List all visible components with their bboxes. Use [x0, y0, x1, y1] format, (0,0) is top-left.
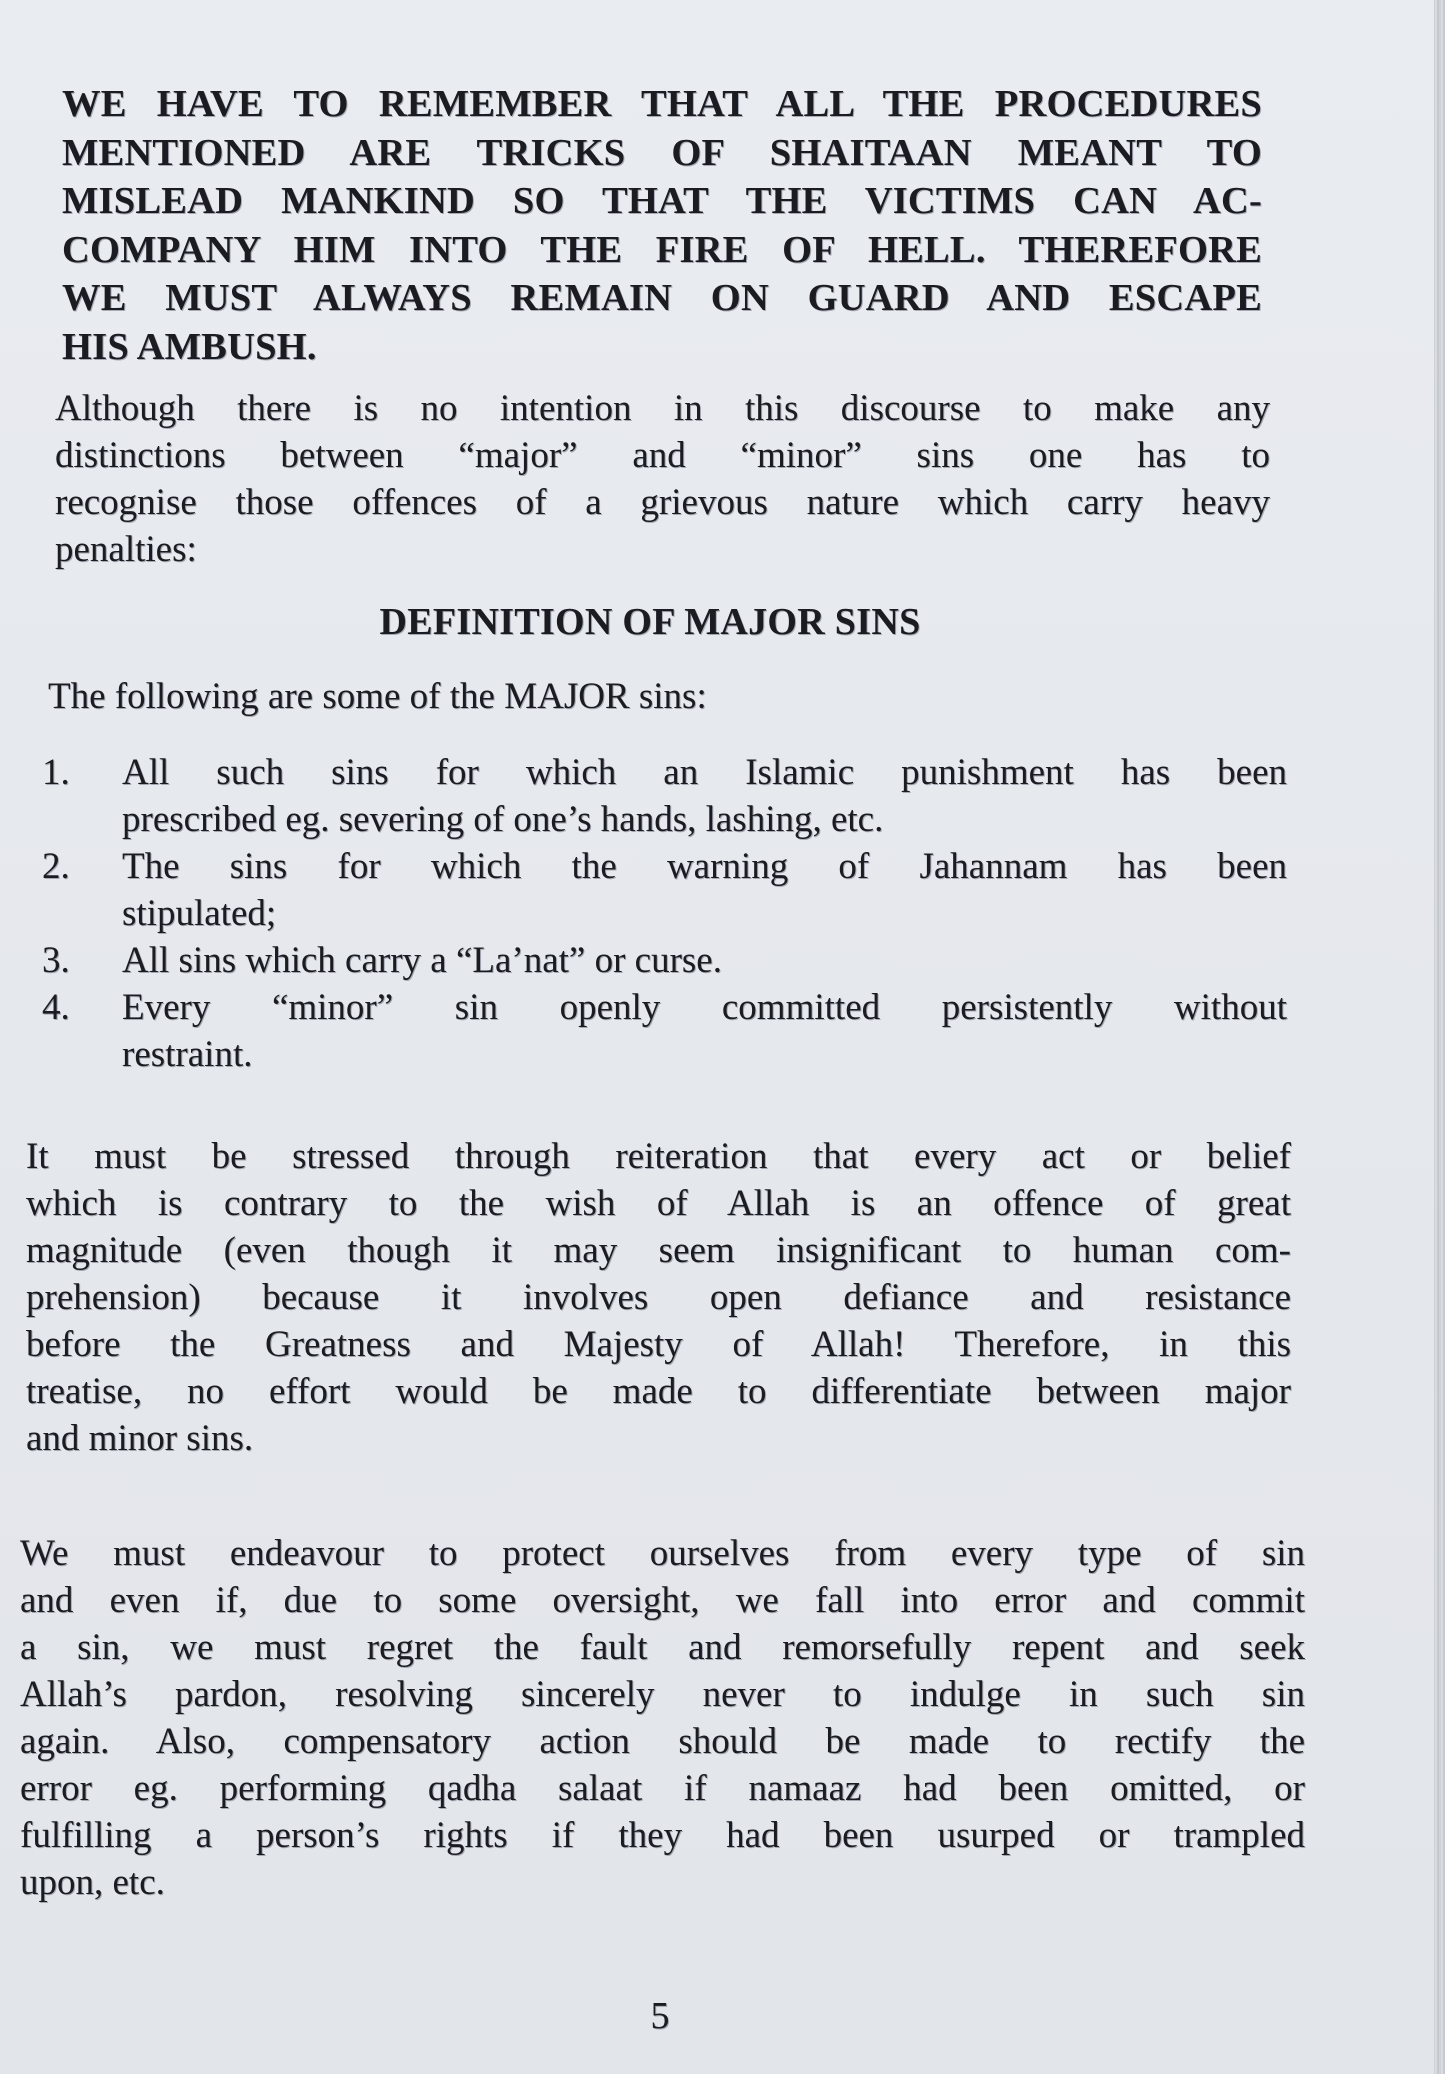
- paragraph-distinctions: [55, 385, 1270, 573]
- text-line: prehension) because it involves open defiance and resistance: [26, 1277, 1291, 1318]
- text-line: COMPANY HIM INTO THE FIRE OF HELL. THEREFORE: [62, 228, 1262, 271]
- list-item: [42, 749, 1287, 843]
- text-line: recognise those offences of a grievous nature which carry heavy: [55, 482, 1270, 523]
- page-edge: [1434, 0, 1445, 2074]
- list-number: 4.: [42, 987, 70, 1028]
- paragraph-reiteration: [26, 1133, 1291, 1462]
- section-heading: DEFINITION OF MAJOR SINS: [379, 601, 921, 643]
- text-line: treatise, no effort would be made to differentiate between major: [26, 1371, 1291, 1412]
- text-line: and minor sins.: [26, 1418, 254, 1459]
- text-line: WE MUST ALWAYS REMAIN ON GUARD AND ESCAPE: [62, 277, 1262, 319]
- text-line: prescribed eg. severing of one’s hands, lashing, etc.: [122, 799, 884, 840]
- list-item: [42, 843, 1287, 937]
- text-line: stipulated;: [122, 893, 277, 934]
- text-line: HIS AMBUSH.: [62, 325, 317, 368]
- text-line: Every “minor” sin openly committed persistently without: [122, 987, 1287, 1028]
- text-line: which is contrary to the wish of Allah is an offence of great: [26, 1183, 1291, 1224]
- list-number: 1.: [42, 752, 70, 793]
- text-line: The following are some of the MAJOR sins:: [48, 676, 707, 717]
- text-line: We must endeavour to protect ourselves from every type of sin: [20, 1533, 1305, 1574]
- text-line: a sin, we must regret the fault and remorsefully repent and seek: [20, 1627, 1305, 1668]
- list-item: [42, 984, 1287, 1078]
- text-line: error eg. performing qadha salaat if namaaz had been omitted, or: [20, 1768, 1305, 1809]
- text-line: It must be stressed through reiteration that every act or belief: [26, 1136, 1291, 1177]
- text-line: distinctions between “major” and “minor” sins one has to: [55, 435, 1270, 476]
- text-line: WE HAVE TO REMEMBER THAT ALL THE PROCEDURES: [62, 83, 1262, 125]
- list-number: 3.: [42, 940, 70, 981]
- major-sins-list: [42, 749, 1287, 1078]
- text-line: MISLEAD MANKIND SO THAT THE VICTIMS CAN AC-: [62, 180, 1262, 222]
- text-line: magnitude (even though it may seem insignificant to human com-: [26, 1230, 1291, 1271]
- page-number: 5: [650, 1995, 670, 2037]
- list-item: [42, 937, 1287, 984]
- list-intro: [48, 673, 1048, 720]
- text-line: Although there is no intention in this discourse to make any: [55, 388, 1270, 429]
- text-line: again. Also, compensatory action should be made to rectify the: [20, 1721, 1305, 1762]
- caps-warning-paragraph: [62, 80, 1262, 371]
- text-line: restraint.: [122, 1034, 253, 1075]
- text-line: upon, etc.: [20, 1862, 165, 1903]
- paragraph-repentance: [20, 1530, 1305, 1906]
- text-line: fulfilling a person’s rights if they had been usurped or trampled: [20, 1815, 1305, 1856]
- text-line: MENTIONED ARE TRICKS OF SHAITAAN MEANT TO: [62, 131, 1262, 174]
- text-line: before the Greatness and Majesty of Allah! Therefore, in this: [26, 1324, 1291, 1365]
- text-line: All sins which carry a “La’nat” or curse.: [122, 940, 722, 981]
- text-line: and even if, due to some oversight, we fall into error and commit: [20, 1580, 1305, 1621]
- text-line: Allah’s pardon, resolving sincerely never to indulge in such sin: [20, 1674, 1305, 1715]
- text-line: The sins for which the warning of Jahannam has been: [122, 846, 1287, 887]
- text-line: penalties:: [55, 529, 197, 570]
- text-line: All such sins for which an Islamic punishment has been: [122, 752, 1287, 793]
- list-number: 2.: [42, 846, 70, 887]
